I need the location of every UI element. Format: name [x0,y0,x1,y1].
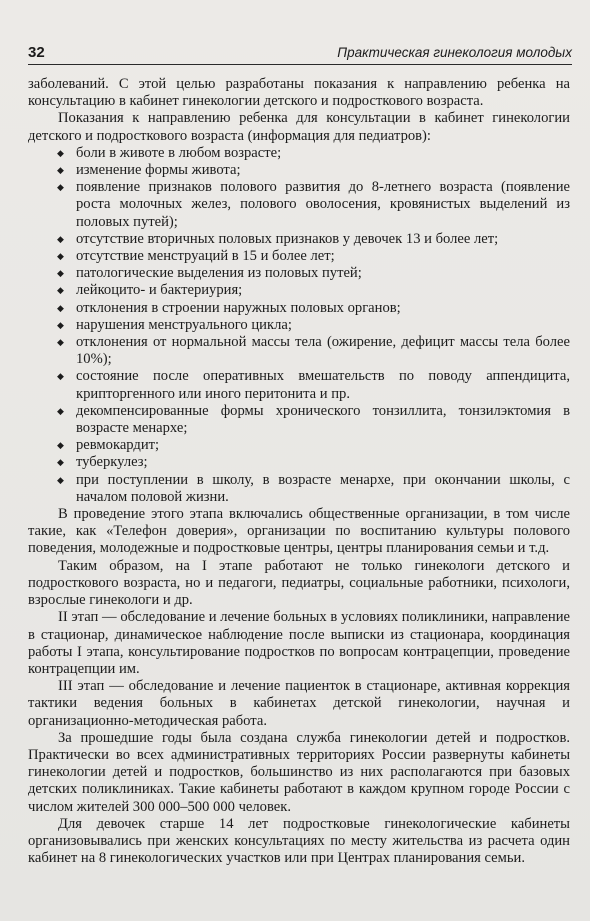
list-item: ◆ декомпенсированные формы хронического тонзиллита, тонзилэктомия в возрасте менархе; [76,403,570,437]
list-item: ◆ появление признаков полового развития до 8-летнего возраста (появление роста молочных желез, полового оволосения, кровянистых выделений из половых путей); [76,179,570,231]
body-paragraph: Таким образом, на I этапе работают не только гинекологи детского и подросткового возраста, но и педагоги, педиатры, социальные работники, психологи, взрослые гинекологи и др. [28,557,570,609]
intro-paragraph: заболеваний. С этой целью разработаны показания к направлению ребенка на консультацию в кабинет гинекологии детского и подросткового возраста. [28,76,570,110]
indications-intro: Показания к направлению ребенка для консультации в кабинет гинекологии детского и подросткового возраста (информация для педиатров): [28,110,570,144]
body-paragraph: За прошедшие годы была создана служба гинекологии детей и подростков. Практически во всех административных территориях России развернуты кабинеты гинекологии детей и подростков, большинство из них располагаются при базовых детских поликлиниках. Такие кабинеты работают в каждом крупном городе России с числом жителей 300 000–500 000 человек. [28,729,570,815]
body-paragraph: III этап — обследование и лечение пациенток в стационаре, активная коррекция тактики ведения больных в кабинетах детской гинекологии, научная и организационно-методическая работа. [28,678,570,729]
page-header [28,44,572,64]
list-item: ◆ изменение формы живота; [76,162,570,179]
body-paragraph: В проведение этого этапа включались общественные организации, в том числе такие, как «Телефон доверия», организации по воспитанию культуры полового поведения, молодежные и подростковые центры, центры планирования семьи и т.д. [28,506,570,557]
list-item: ◆ ревмокардит; [76,437,570,454]
body-paragraph: II этап — обследование и лечение больных в условиях поликлиники, направление в стационар, динамическое наблюдение после выписки из стационара, координация работы I этапа, консультирование подростков по вопросам контрацепции, проведение контрацепции им. [28,609,570,677]
list-item: ◆ отклонения в строении наружных половых органов; [76,300,570,317]
list-item: ◆ туберкулез; [76,454,570,471]
list-item: ◆ при поступлении в школу, в возрасте менархе, при окончании школы, с началом половой жизни. [76,472,570,506]
list-item: ◆ лейкоцито- и бактериурия; [76,282,570,299]
list-item: ◆ боли в животе в любом возрасте; [76,145,570,162]
list-item: ◆ состояние после оперативных вмешательств по поводу аппендицита, крипторгенного или иного перитонита и пр. [76,368,570,402]
body-paragraph: Для девочек старше 14 лет подростковые гинекологические кабинеты организовывались при женских консультациях по месту жительства из расчета один кабинет на 8 гинекологических участков или при Центрах планирования семьи. [28,815,570,867]
list-item: ◆ отсутствие менструаций в 15 и более лет; [76,248,570,265]
page-number: 32 [28,44,45,61]
list-item: ◆ нарушения менструального цикла; [76,317,570,334]
running-title: Практическая гинекология молодых [337,45,572,60]
list-item: ◆ отсутствие вторичных половых признаков у девочек 13 и более лет; [76,231,570,248]
header-rule [28,64,572,65]
page-body [28,76,570,867]
list-item: ◆ отклонения от нормальной массы тела (ожирение, дефицит массы тела более 10%); [76,334,570,368]
indications-list [28,145,570,506]
list-item: ◆ патологические выделения из половых путей; [76,265,570,282]
